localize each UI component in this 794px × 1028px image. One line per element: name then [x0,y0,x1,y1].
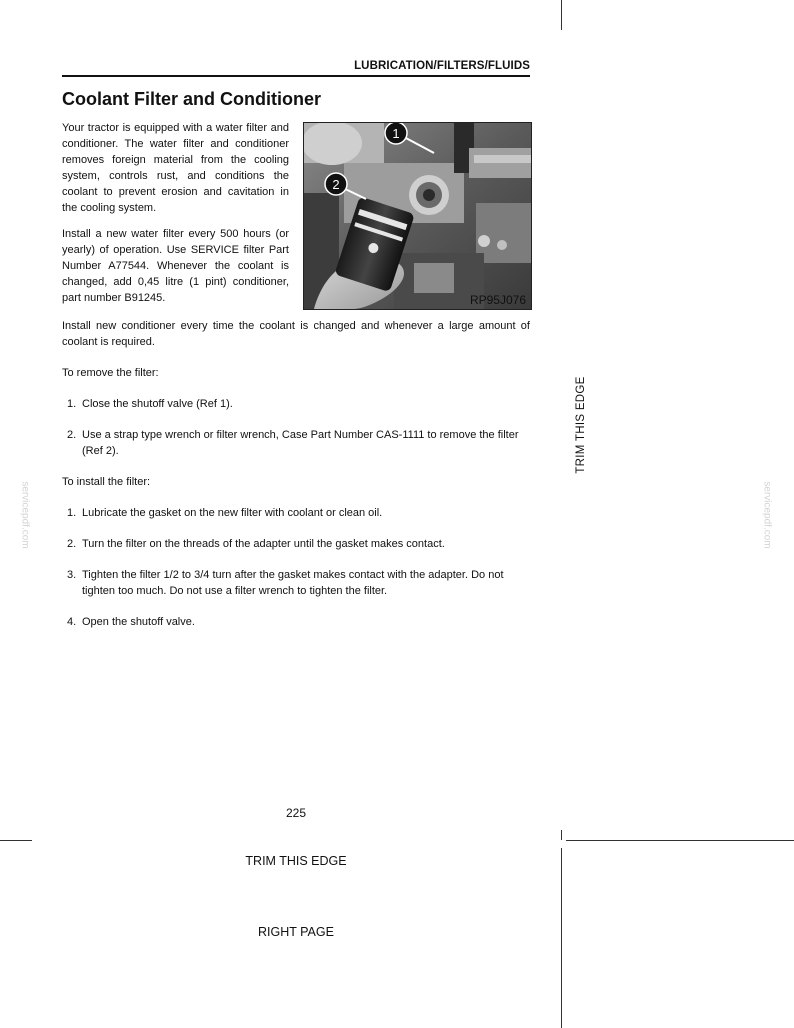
figure-id: RP95J076 [469,293,526,307]
list-item: 2. Use a strap type wrench or filter wrench, Case Part Number CAS-1111 to remove the filter (Ref 2). [67,428,519,457]
svg-text:2: 2 [332,177,340,192]
header-rule [62,75,530,77]
engine-illustration [304,123,531,309]
install-heading: To install the filter: [62,476,151,488]
callout-1 [385,123,407,144]
trim-edge-right: TRIM THIS EDGE [575,376,587,474]
watermark-right: servicepdf.com [761,481,773,549]
trim-edge-bottom: TRIM THIS EDGE [245,854,347,868]
svg-text:1: 1 [392,126,400,141]
install-steps [62,506,530,631]
callout-2 [325,173,347,195]
intro-paragraph-1: Your tractor is equipped with a water filter and conditioner. The water filter and conditioner removes foreign material from the cooling system, controls rust, and conditions the coolant to prevent erosion and cavitation in the cooling system. [62,122,289,214]
right-page-label: RIGHT PAGE [258,925,334,939]
conditioner-note: Install new conditioner every time the coolant is changed and whenever a large amount of coolant is required. [62,320,530,348]
section-header: LUBRICATION/FILTERS/FLUIDS [354,60,530,72]
remove-heading: To remove the filter: [62,367,159,379]
page-title: Coolant Filter and Conditioner [62,89,321,109]
list-item: 3. Tighten the filter 1/2 to 3/4 turn after the gasket makes contact with the adapter. Do not tighten too much. Do not use a filter wrench to tighten the filter. [67,568,504,597]
crop-mark-bottom-left [0,840,32,841]
remove-steps [62,397,530,460]
crop-mark-top [561,0,562,30]
coolant-filter-photo [303,122,532,310]
page-number: 225 [285,806,307,820]
intro-paragraph-2: Install a new water filter every 500 hours (or yearly) of operation. Use SERVICE filter Part Number A77544. Whenever the coolant is changed, add 0,45 litre (1 pint) conditioner, part number B91245. [62,228,289,304]
crop-mark-lower [561,848,562,1028]
watermark-left: servicepdf.com [19,481,31,549]
list-item: 1. Lubricate the gasket on the new filter with coolant or clean oil. [67,507,383,519]
crop-mark-corner [561,830,562,840]
list-item: 1. Close the shutoff valve (Ref 1). [67,398,233,410]
crop-mark-bottom-right [566,840,794,841]
list-item: 4. Open the shutoff valve. [67,615,195,628]
list-item: 2. Turn the filter on the threads of the adapter until the gasket makes contact. [67,537,445,550]
